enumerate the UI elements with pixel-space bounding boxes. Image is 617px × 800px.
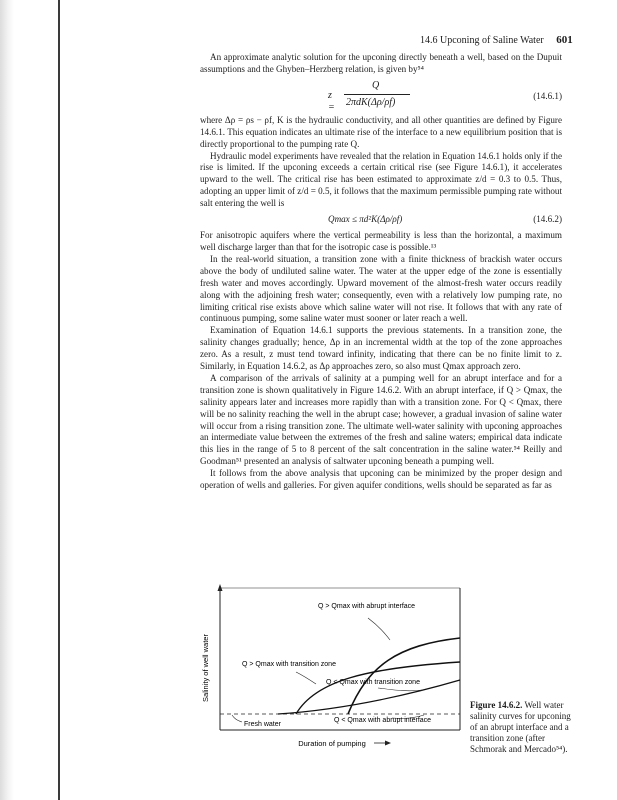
y-axis-label: Salinity of well water <box>201 634 210 702</box>
leader-abrupt-high <box>368 618 390 640</box>
equation-14-6-2: Qmax ≤ πd²K(Δρ/ρf) (14.6.2) <box>328 214 562 225</box>
equation-number: (14.6.1) <box>533 90 562 101</box>
leader-fresh-water <box>232 715 242 722</box>
section-title: 14.6 Upconing of Saline Water <box>420 35 544 46</box>
running-header <box>420 34 573 46</box>
paragraph: An approximate analytic solution for the upconing directly beneath a well, based on the Dupuit assumptions and the Ghyben–Herzberg relation, is given by⁵⁴ <box>200 52 562 74</box>
leader-transition-high <box>296 672 316 684</box>
paragraph: where Δρ = ρs − ρf, K is the hydraulic conductivity, and all other quantities are defined by Figure 14.6.1. This equation indicates an ultimate rise of the interface to a new equilibrium position that is directly proportional to the pumping rate Q. <box>200 114 562 149</box>
equation-14-6-1: z = Q 2πdK(Δρ/ρf) (14.6.1) <box>328 79 562 113</box>
body-text <box>200 52 562 492</box>
equation-number: (14.6.2) <box>533 214 562 225</box>
page-gutter-line <box>58 0 60 800</box>
paragraph: Examination of Equation 14.6.1 supports the previous statements. In a transition zone, the salinity changes gradually; hence, Δρ in an incremental width at the top of the zone approaches zero. As a result, z must tend toward infinity, indicating that there can be no finite limit to z. Similarly, in Equation 14.6.2, as Δρ approaches zero, so also must Qmax approach zero. <box>200 325 562 372</box>
book-spine-shadow <box>0 0 14 800</box>
page-number: 601 <box>556 34 573 46</box>
paragraph: In the real-world situation, a transition zone with a finite thickness of brackish water occurs above the body of undiluted saline water. The water at the upper edge of the zone is essentially fresh water and moves accordingly. Upward movement of the almost-fresh water occurs readily along with the adjoining fresh water; consequently, even with a relatively low pumping rate, no limiting critical rise exists above which saline water will not rise. It follows that with any rate of continuous pumping, some saline water must sooner or later reach a well. <box>200 253 562 324</box>
paragraph: It follows from the above analysis that upconing can be minimized by the proper design and operation of wells and galleries. For given aquifer conditions, wells should be separated as far as <box>200 468 562 491</box>
caption-text: Well water salinity curves for upconing of an abrupt interface and a transition zone (after Schmorak and Mercado⁵⁴). <box>470 700 571 754</box>
label-transition-high: Q > Qmax with transition zone <box>242 661 336 668</box>
paragraph: A comparison of the arrivals of salinity at a pumping well for an abrupt interface and for a transition zone is shown qualitatively in Figure 14.6.2. With an abrupt interface, if Q > Qmax, the salinity appears later and increases more rapidly than with a transition zone. For Q < Qmax, there will be no salinity reaching the well in the abrupt case; however, a gradual invasion of saline water will occur from a rising transition zone. The ultimate well-water salinity with upconing approaches an intermediate value between the extremes of the fresh and saline waters; empirical data indicate this lies in the range of 5 to 8 percent of the salt concentration in the saline water.⁵⁴ Reilly and Goodman⁵¹ presented an analysis of saltwater upconing beneath a pumping well. <box>200 372 562 467</box>
x-axis-label-arrowhead <box>385 741 391 746</box>
label-fresh-water: Fresh water <box>244 721 281 728</box>
figure-caption <box>470 700 580 755</box>
leader-transition-low <box>378 688 422 691</box>
salinity-curves-figure <box>198 580 468 770</box>
y-axis-arrow <box>218 584 223 591</box>
label-abrupt-low: Q < Qmax with abrupt interface <box>334 717 432 724</box>
x-axis-label: Duration of pumping <box>298 739 366 748</box>
paragraph: Hydraulic model experiments have revealed that the relation in Equation 14.6.1 holds only if the rise is limited. If the upconing exceeds a certain critical rise (see Figure 14.6.1), it accelerates upward to the well. The critical rise has been estimated to approximate z/d = 0.3 to 0.5. Thus, adopting an upper limit of z/d = 0.5, it follows that the maximum permissible pumping rate without salt entering the well is <box>200 150 562 209</box>
label-transition-low: Q < Qmax with transition zone <box>326 679 420 686</box>
paragraph: For anisotropic aquifers where the vertical permeability is less than the horizontal, a maximum well discharge larger than that for the isotropic case is possible.¹³ <box>200 230 562 252</box>
caption-title: Figure 14.6.2. <box>470 700 523 710</box>
label-abrupt-high: Q > Qmax with abrupt interface <box>318 603 416 610</box>
